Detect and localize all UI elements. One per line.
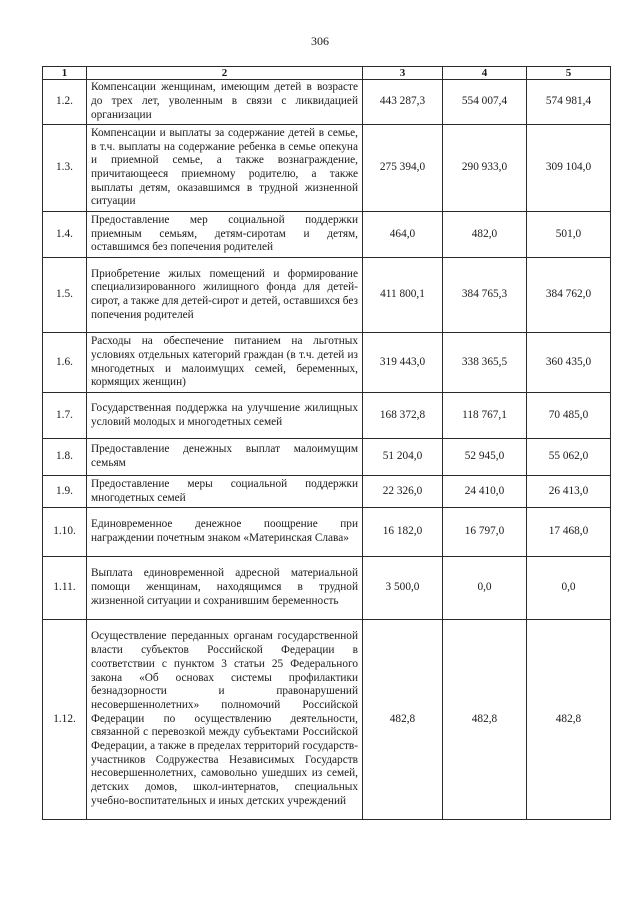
row-description-text: Приобретение жилых помещений и формирование специализированного жилищного фонда для детей-сирот, а также для детей-сирот и детей, оставшихся без попечения родителей [91, 267, 358, 321]
row-value-col3: 168 372,8 [363, 393, 443, 439]
table-row [43, 333, 611, 393]
header-col-3: 3 [363, 67, 443, 80]
row-value-col5: 574 981,4 [527, 80, 611, 125]
table-row [43, 258, 611, 333]
row-value-col4: 482,8 [443, 620, 527, 820]
row-value-col4: 24 410,0 [443, 476, 527, 508]
row-value-col3: 411 800,1 [363, 258, 443, 333]
table-header-row [43, 67, 611, 80]
header-col-2: 2 [87, 67, 363, 80]
row-value-col4: 118 767,1 [443, 393, 527, 439]
row-description-text: Осуществление переданных органам государственной власти субъектов Российской Федерации в соответствии с пунктом 3 статьи 25 Федерального закона «Об основах системы профилактики безнадзорности и правонарушений несовершеннолетних» полномочий Российской Федерации по осуществлению деятельности, связанной с перевозкой между субъектами Российской Федерации, а также в пределах территорий государств-участников Содружества Независимых Государств несовершеннолетних, самовольно ушедших из семей, детских домов, школ-интернатов, специальных учебно-воспитательных и иных детских учреждений [91, 630, 358, 807]
row-description [87, 557, 363, 620]
row-number: 1.5. [43, 258, 87, 333]
row-value-col4: 384 765,3 [443, 258, 527, 333]
row-number: 1.10. [43, 508, 87, 557]
row-description-text: Расходы на обеспечение питанием на льготных условиях отдельных категорий граждан (в т.ч. детей из многодетных и малоимущих семей, беременных, кормящих женщин) [91, 335, 358, 389]
row-number: 1.7. [43, 393, 87, 439]
row-description [87, 393, 363, 439]
header-col-1: 1 [43, 67, 87, 80]
row-description-text: Предоставление меры социальной поддержки многодетных семей [91, 477, 358, 504]
table-row [43, 393, 611, 439]
row-value-col5: 55 062,0 [527, 439, 611, 476]
row-description-text: Выплата единовременной адресной материальной помощи женщинам, находящимся в трудной жизненной ситуации и сохранившим беременность [91, 567, 358, 607]
row-value-col5: 309 104,0 [527, 125, 611, 212]
row-description [87, 508, 363, 557]
table-row [43, 476, 611, 508]
table-row [43, 439, 611, 476]
row-description [87, 125, 363, 212]
table-row [43, 80, 611, 125]
row-description-text: Предоставление мер социальной поддержки приемным семьям, детям-сиротам и детям, оставшимся без попечения родителей [91, 213, 358, 254]
row-value-col3: 51 204,0 [363, 439, 443, 476]
row-description [87, 620, 363, 820]
row-value-col3: 3 500,0 [363, 557, 443, 620]
row-description-text: Компенсации и выплаты за содержание детей в семье, в т.ч. выплаты на содержание ребенка в семье опекуна и приемной семье, а также вознаграждение, причитающееся приемному родителю, а также выплаты детям, оказавшимся в трудной жизненной ситуации [91, 126, 358, 208]
row-description [87, 80, 363, 125]
row-number: 1.11. [43, 557, 87, 620]
row-number: 1.3. [43, 125, 87, 212]
row-value-col4: 290 933,0 [443, 125, 527, 212]
row-value-col5: 501,0 [527, 212, 611, 258]
header-col-5: 5 [527, 67, 611, 80]
row-value-col3: 275 394,0 [363, 125, 443, 212]
row-value-col4: 0,0 [443, 557, 527, 620]
row-value-col3: 464,0 [363, 212, 443, 258]
row-value-col5: 70 485,0 [527, 393, 611, 439]
header-col-4: 4 [443, 67, 527, 80]
row-value-col3: 319 443,0 [363, 333, 443, 393]
budget-table [42, 66, 611, 820]
row-value-col3: 443 287,3 [363, 80, 443, 125]
row-description-text: Предоставление денежных выплат малоимущим семьям [91, 443, 358, 469]
row-value-col3: 482,8 [363, 620, 443, 820]
row-value-col5: 0,0 [527, 557, 611, 620]
row-value-col4: 16 797,0 [443, 508, 527, 557]
row-number: 1.6. [43, 333, 87, 393]
table-row [43, 508, 611, 557]
row-value-col5: 482,8 [527, 620, 611, 820]
row-number: 1.9. [43, 476, 87, 508]
row-value-col4: 554 007,4 [443, 80, 527, 125]
row-description [87, 476, 363, 508]
table-row [43, 620, 611, 820]
row-value-col4: 52 945,0 [443, 439, 527, 476]
row-description [87, 212, 363, 258]
row-description [87, 439, 363, 476]
row-value-col4: 482,0 [443, 212, 527, 258]
row-value-col3: 16 182,0 [363, 508, 443, 557]
row-value-col5: 26 413,0 [527, 476, 611, 508]
row-value-col5: 17 468,0 [527, 508, 611, 557]
table-row [43, 125, 611, 212]
row-value-col5: 384 762,0 [527, 258, 611, 333]
row-value-col3: 22 326,0 [363, 476, 443, 508]
table-row [43, 212, 611, 258]
row-number: 1.2. [43, 80, 87, 125]
row-number: 1.8. [43, 439, 87, 476]
row-number: 1.4. [43, 212, 87, 258]
page-number: 306 [311, 34, 329, 48]
row-value-col5: 360 435,0 [527, 333, 611, 393]
row-description [87, 258, 363, 333]
row-value-col4: 338 365,5 [443, 333, 527, 393]
table-row [43, 557, 611, 620]
row-description-text: Государственная поддержка на улучшение жилищных условий молодых и многодетных семей [91, 401, 358, 428]
row-description [87, 333, 363, 393]
row-number: 1.12. [43, 620, 87, 820]
row-description-text: Компенсации женщинам, имеющим детей в возрасте до трех лет, уволенным в связи с ликвидацией организации [91, 81, 358, 121]
row-description-text: Единовременное денежное поощрение при награждении почетным знаком «Материнская Слава» [91, 518, 358, 544]
